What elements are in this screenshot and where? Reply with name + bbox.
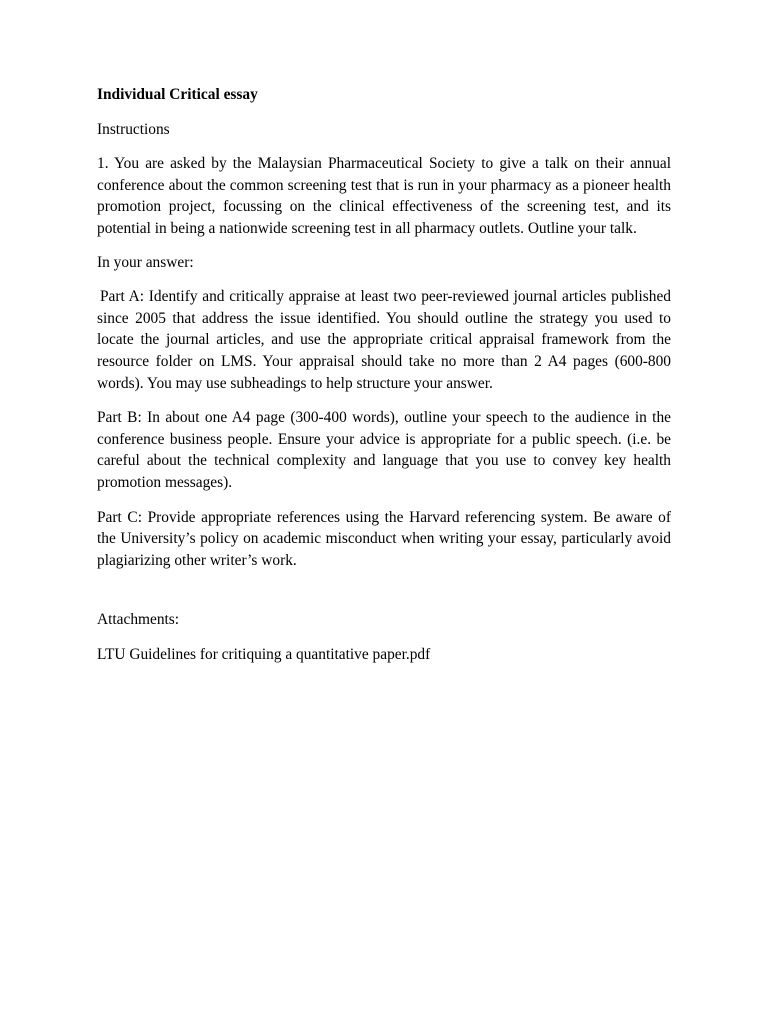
attachment-file-link[interactable]: LTU Guidelines for critiquing a quantitative paper.pdf xyxy=(97,645,431,663)
document-body xyxy=(97,84,671,678)
instruction-paragraph: 1. You are asked by the Malaysian Pharmaceutical Society to give a talk on their annual conference about the common screening test that is run in your pharmacy as a pioneer health promotion project, focussing on the clinical effectiveness of the screening test, and its potential in being a nationwide screening test in all pharmacy outlets. Outline your talk. xyxy=(97,155,671,237)
spacer xyxy=(97,584,671,609)
in-your-answer-label: In your answer: xyxy=(97,253,194,271)
part-a-paragraph: Part A: Identify and critically appraise at least two peer-reviewed journal articles published since 2005 that address the issue identified. You should outline the strategy you used to locate the journal articles, and use the appropriate critical appraisal framework from the resource folder on LMS. Your appraisal should take no more than 2 A4 pages (600-800 words). You may use subheadings to help structure your answer. xyxy=(97,288,671,392)
instructions-heading: Instructions xyxy=(97,120,170,138)
attachments-heading: Attachments: xyxy=(97,611,180,629)
part-c-paragraph: Part C: Provide appropriate references using the Harvard referencing system. Be aware of the University’s policy on academic misconduct when writing your essay, particularly avoid plagiarizing other writer’s work. xyxy=(97,508,671,569)
part-b-paragraph: Part B: In about one A4 page (300-400 words), outline your speech to the audience in the conference business people. Ensure your advice is appropriate for a public speech. (i.e. be careful about the technical complexity and language that you use to convey key health promotion messages). xyxy=(97,409,671,491)
document-title: Individual Critical essay xyxy=(97,86,258,103)
